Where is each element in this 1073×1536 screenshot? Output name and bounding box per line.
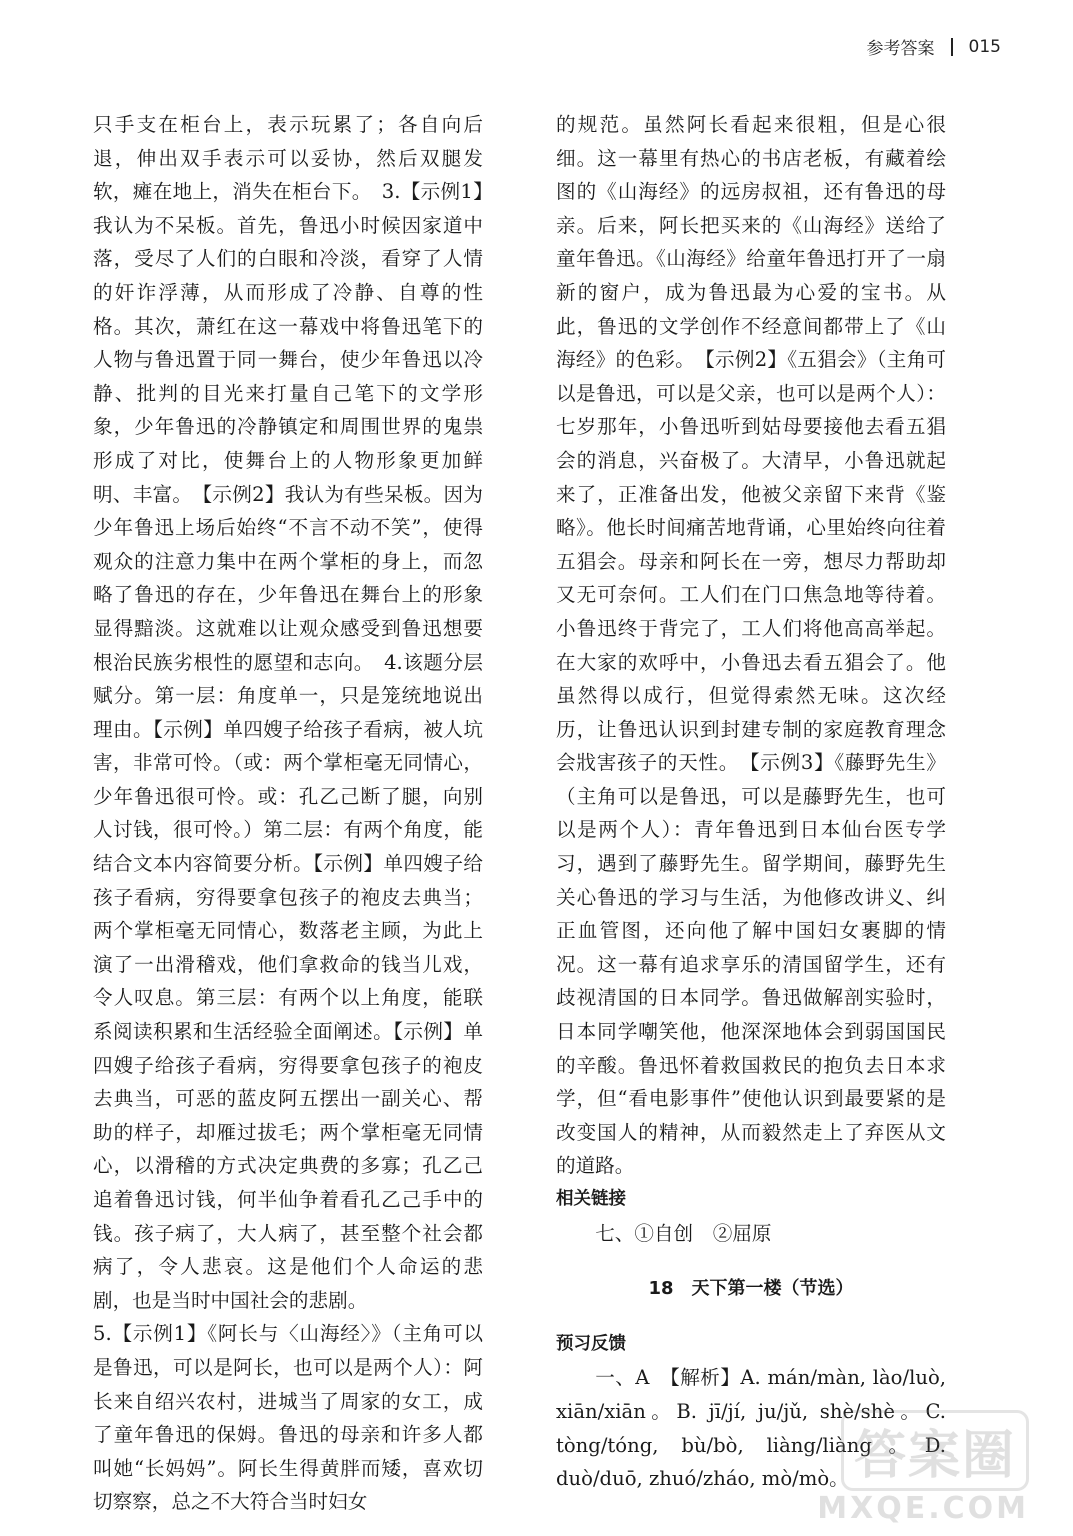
right-column	[556, 108, 946, 1496]
preview-feedback-heading: 预习反馈	[556, 1333, 626, 1354]
section-title: 参考答案	[866, 39, 935, 59]
page-header	[867, 34, 1001, 59]
header-divider	[951, 38, 953, 56]
left-column	[93, 108, 483, 1519]
preview-feedback-answer: 一、A 【解析】A. mán/màn, lào/luò, xiān/xiān。B. jī/jí, ju/jǔ, shè/shè。C. tòng/tóng, bù/bò, liàng/liàng。D. duò/duō, zhuó/zháo, mò/mò。	[556, 1366, 946, 1491]
watermark-logo	[817, 1410, 1029, 1526]
page-number: 015	[968, 36, 1001, 57]
answer-paragraph-1: 只手支在柜台上，表示玩累了；各自向后退，伸出双手表示可以妥协，然后双腿发软，瘫在地上，消失在柜台下。 3.【示例1】我认为不呆板。首先，鲁迅小时候因家道中落，受尽了人们的白眼和冷淡，看穿了人情的奸诈浮薄，从而形成了冷静、自尊的性格。其次，萧红在这一幕戏中将鲁迅笔下的人物与鲁迅置于同一舞台，使少年鲁迅以冷静、批判的目光来打量自己笔下的文学形象，少年鲁迅的冷静镇定和周围世界的鬼祟形成了对比，使舞台上的人物形象更加鲜明、丰富。 【示例2】我认为有些呆板。因为少年鲁迅上场后始终“不言不动不笑”，使得观众的注意力集中在两个掌柜的身上，而忽略了鲁迅的存在，少年鲁迅在舞台上的形象显得黯淡。这就难以让观众感受到鲁迅想要根治民族劣根性的愿望和志向。 4.该题分层赋分。第一层：角度单一，只是笼统地说出理由。【示例】单四嫂子给孩子看病，被人坑害，非常可怜。（或：两个掌柜毫无同情心，少年鲁迅很可怜。或：孔乙己断了腿，向别人讨钱，很可怜。）第二层：有两个角度，能结合文本内容简要分析。【示例】单四嫂子给孩子看病，穷得要拿包孩子的袍皮去典当；两个掌柜毫无同情心，数落老主顾，为此上演了一出滑稽戏，他们拿救命的钱当儿戏，令人叹息。第三层：有两个以上角度，能联系阅读积累和生活经验全面阐述。【示例】单四嫂子给孩子看病，穷得要拿包孩子的袍皮去典当，可恶的蓝皮阿五摆出一副关心、帮助的样子，却雁过拔毛；两个掌柜毫无同情心，以滑稽的方式决定典费的多寡；孔乙己追着鲁迅讨钱，何半仙争着看孔乙己手中的钱。孩子病了，大人病了，甚至整个社会都病了，令人悲哀。这是他们个人命运的悲剧，也是当时中国社会的悲剧。	[93, 113, 483, 1312]
watermark-url: MXQE.COM	[817, 1491, 1029, 1526]
related-links-answer: 七、①自创 ②屈原	[595, 1221, 772, 1245]
lesson-title: 18 天下第一楼（节选）	[648, 1278, 854, 1300]
answer-paragraph-2: 5.【示例1】《阿长与〈山海经〉》（主角可以是鲁迅，可以是阿长，也可以是两个人）：阿长来自绍兴农村，进城当了周家的女工，成了童年鲁迅的保姆。鲁迅的母亲和许多人都叫她“长妈妈”。阿长生得黄胖而矮，喜欢切切察察，总之不大符合当时妇女	[93, 1322, 483, 1514]
related-links-heading: 相关链接	[556, 1189, 626, 1209]
answer-paragraph-continued: 的规范。虽然阿长看起来很粗，但是心很细。这一幕里有热心的书店老板，有藏着绘图的《山海经》的远房叔祖，还有鲁迅的母亲。后来，阿长把买来的《山海经》送给了童年鲁迅。《山海经》给童年鲁迅打开了一扇新的窗户，成为鲁迅最为心爱的宝书。从此，鲁迅的文学创作不经意间都带上了《山海经》的色彩。 【示例2】《五猖会》（主角可以是鲁迅，可以是父亲，也可以是两个人）：七岁那年，小鲁迅听到姑母要接他去看五猖会的消息，兴奋极了。大清早，小鲁迅就起来了，正准备出发，他被父亲留下来背《鉴略》。他长时间痛苦地背诵，心里始终向往着五猖会。母亲和阿长在一旁，想尽力帮助却又无可奈何。工人们在门口焦急地等待着。小鲁迅终于背完了，工人们将他高高举起。在大家的欢呼中，小鲁迅去看五猖会了。他虽然得以成行，但觉得索然无味。这次经历，让鲁迅认识到封建专制的家庭教育理念会戕害孩子的天性。 【示例3】《藤野先生》（主角可以是鲁迅，可以是藤野先生，也可以是两个人）：青年鲁迅到日本仙台医专学习，遇到了藤野先生。留学期间，藤野先生关心鲁迅的学习与生活，为他修改讲义、纠正血管图，还向他了解中国妇女裹脚的情况。这一幕有追求享乐的清国留学生，还有歧视清国的日本同学。鲁迅做解剖实验时，日本同学嘲笑他，他深深地体会到弱国国民的辛酸。鲁迅怀着救国救民的抱负去日本求学，但“看电影事件”使他认识到最要紧的是改变国人的精神，从而毅然走上了弃医从文的道路。	[556, 113, 946, 1178]
watermark-mark: 答案圈	[841, 1410, 1029, 1491]
